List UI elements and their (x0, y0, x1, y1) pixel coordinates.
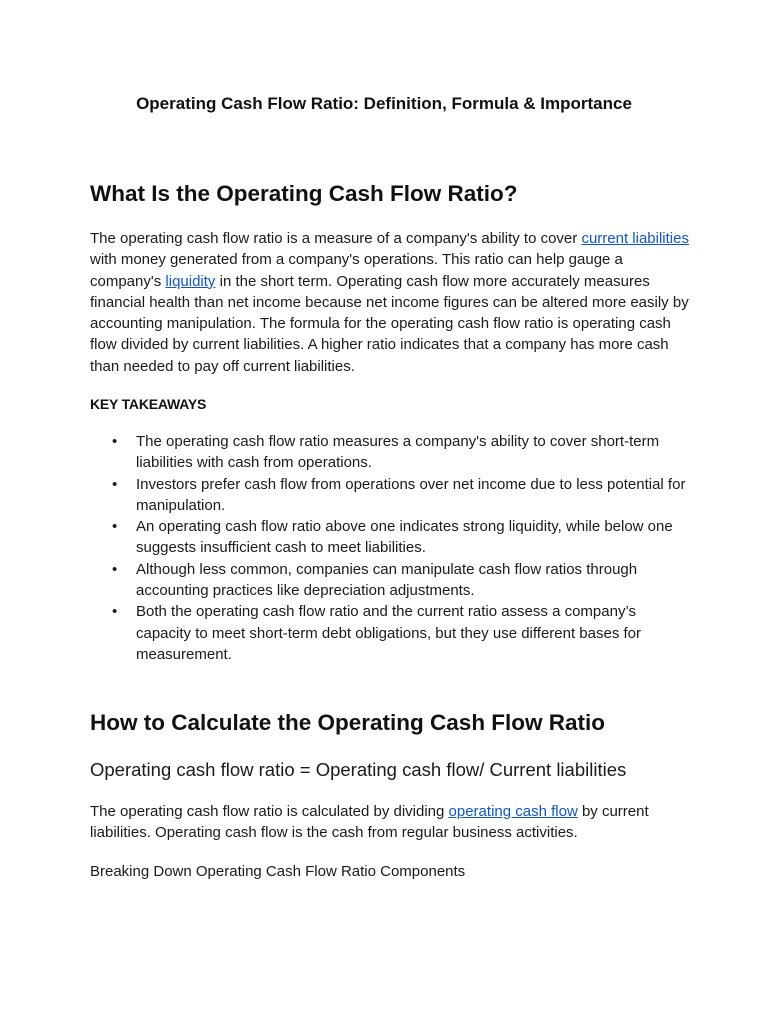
intro-text-1: The operating cash flow ratio is a measure of a company's ability to cover (90, 230, 582, 247)
bullet-icon: • (112, 518, 118, 536)
intro-text-3: in the short term. Operating cash flow more accurately measures financial health than net income because net income figures can be altered more easily by accounting manipulation. The formula for the operating cash flow ratio is operating cash flow divided by current liabilities. A higher ratio indicates that a company has more cash than needed to pay off current liabilities. (90, 272, 689, 375)
list-item (90, 559, 690, 602)
document-title: Operating Cash Flow Ratio: Definition, Formula & Importance (136, 94, 632, 113)
section-heading-what-is: What Is the Operating Cash Flow Ratio? (90, 181, 518, 206)
current-liabilities-link[interactable]: current liabilities (581, 230, 689, 247)
bullet-icon: • (112, 433, 118, 450)
calc-text-2: by current liabilities. Operating cash flow is the cash from regular business activities. (90, 803, 649, 842)
key-takeaways-label: KEY TAKEAWAYS (90, 396, 207, 412)
list-item (90, 601, 690, 665)
liquidity-link[interactable]: liquidity (165, 272, 216, 290)
intro-paragraph (90, 228, 690, 377)
takeaway-text: An operating cash flow ratio above one indicates strong liquidity, while below one suggests insufficient cash to meet liabilities. (136, 518, 673, 557)
breaking-down-subheading: Breaking Down Operating Cash Flow Ratio Components (90, 863, 466, 880)
list-item (90, 431, 690, 474)
section-heading-how-to-calculate: How to Calculate the Operating Cash Flow Ratio (90, 710, 606, 735)
formula-text: Operating cash flow ratio = Operating cash flow/ Current liabilities (90, 759, 627, 780)
key-takeaways-list (90, 431, 690, 665)
takeaway-text: The operating cash flow ratio measures a company's ability to cover short-term liabilities with cash from operations. (136, 433, 660, 472)
bullet-icon: • (112, 475, 118, 493)
bullet-icon: • (112, 560, 118, 578)
calc-text-1: The operating cash flow ratio is calculated by dividing (90, 803, 449, 820)
takeaway-text: Investors prefer cash flow from operations over net income due to less potential for manipulation. (136, 475, 686, 514)
list-item (90, 516, 690, 559)
takeaway-text: Although less common, companies can manipulate cash flow ratios through accounting practices like depreciation adjustments. (136, 560, 638, 600)
list-item (90, 474, 690, 517)
operating-cash-flow-link[interactable]: operating cash flow (448, 803, 578, 820)
takeaway-text: Both the operating cash flow ratio and the current ratio assess a company’s capacity to meet short-term debt obligations, but they use different bases for measurement. (136, 603, 641, 663)
intro-text-2: with money generated from a company's operations. This ratio can help gauge a company's (90, 251, 623, 290)
calculation-paragraph (90, 801, 690, 844)
bullet-icon: • (112, 603, 118, 621)
